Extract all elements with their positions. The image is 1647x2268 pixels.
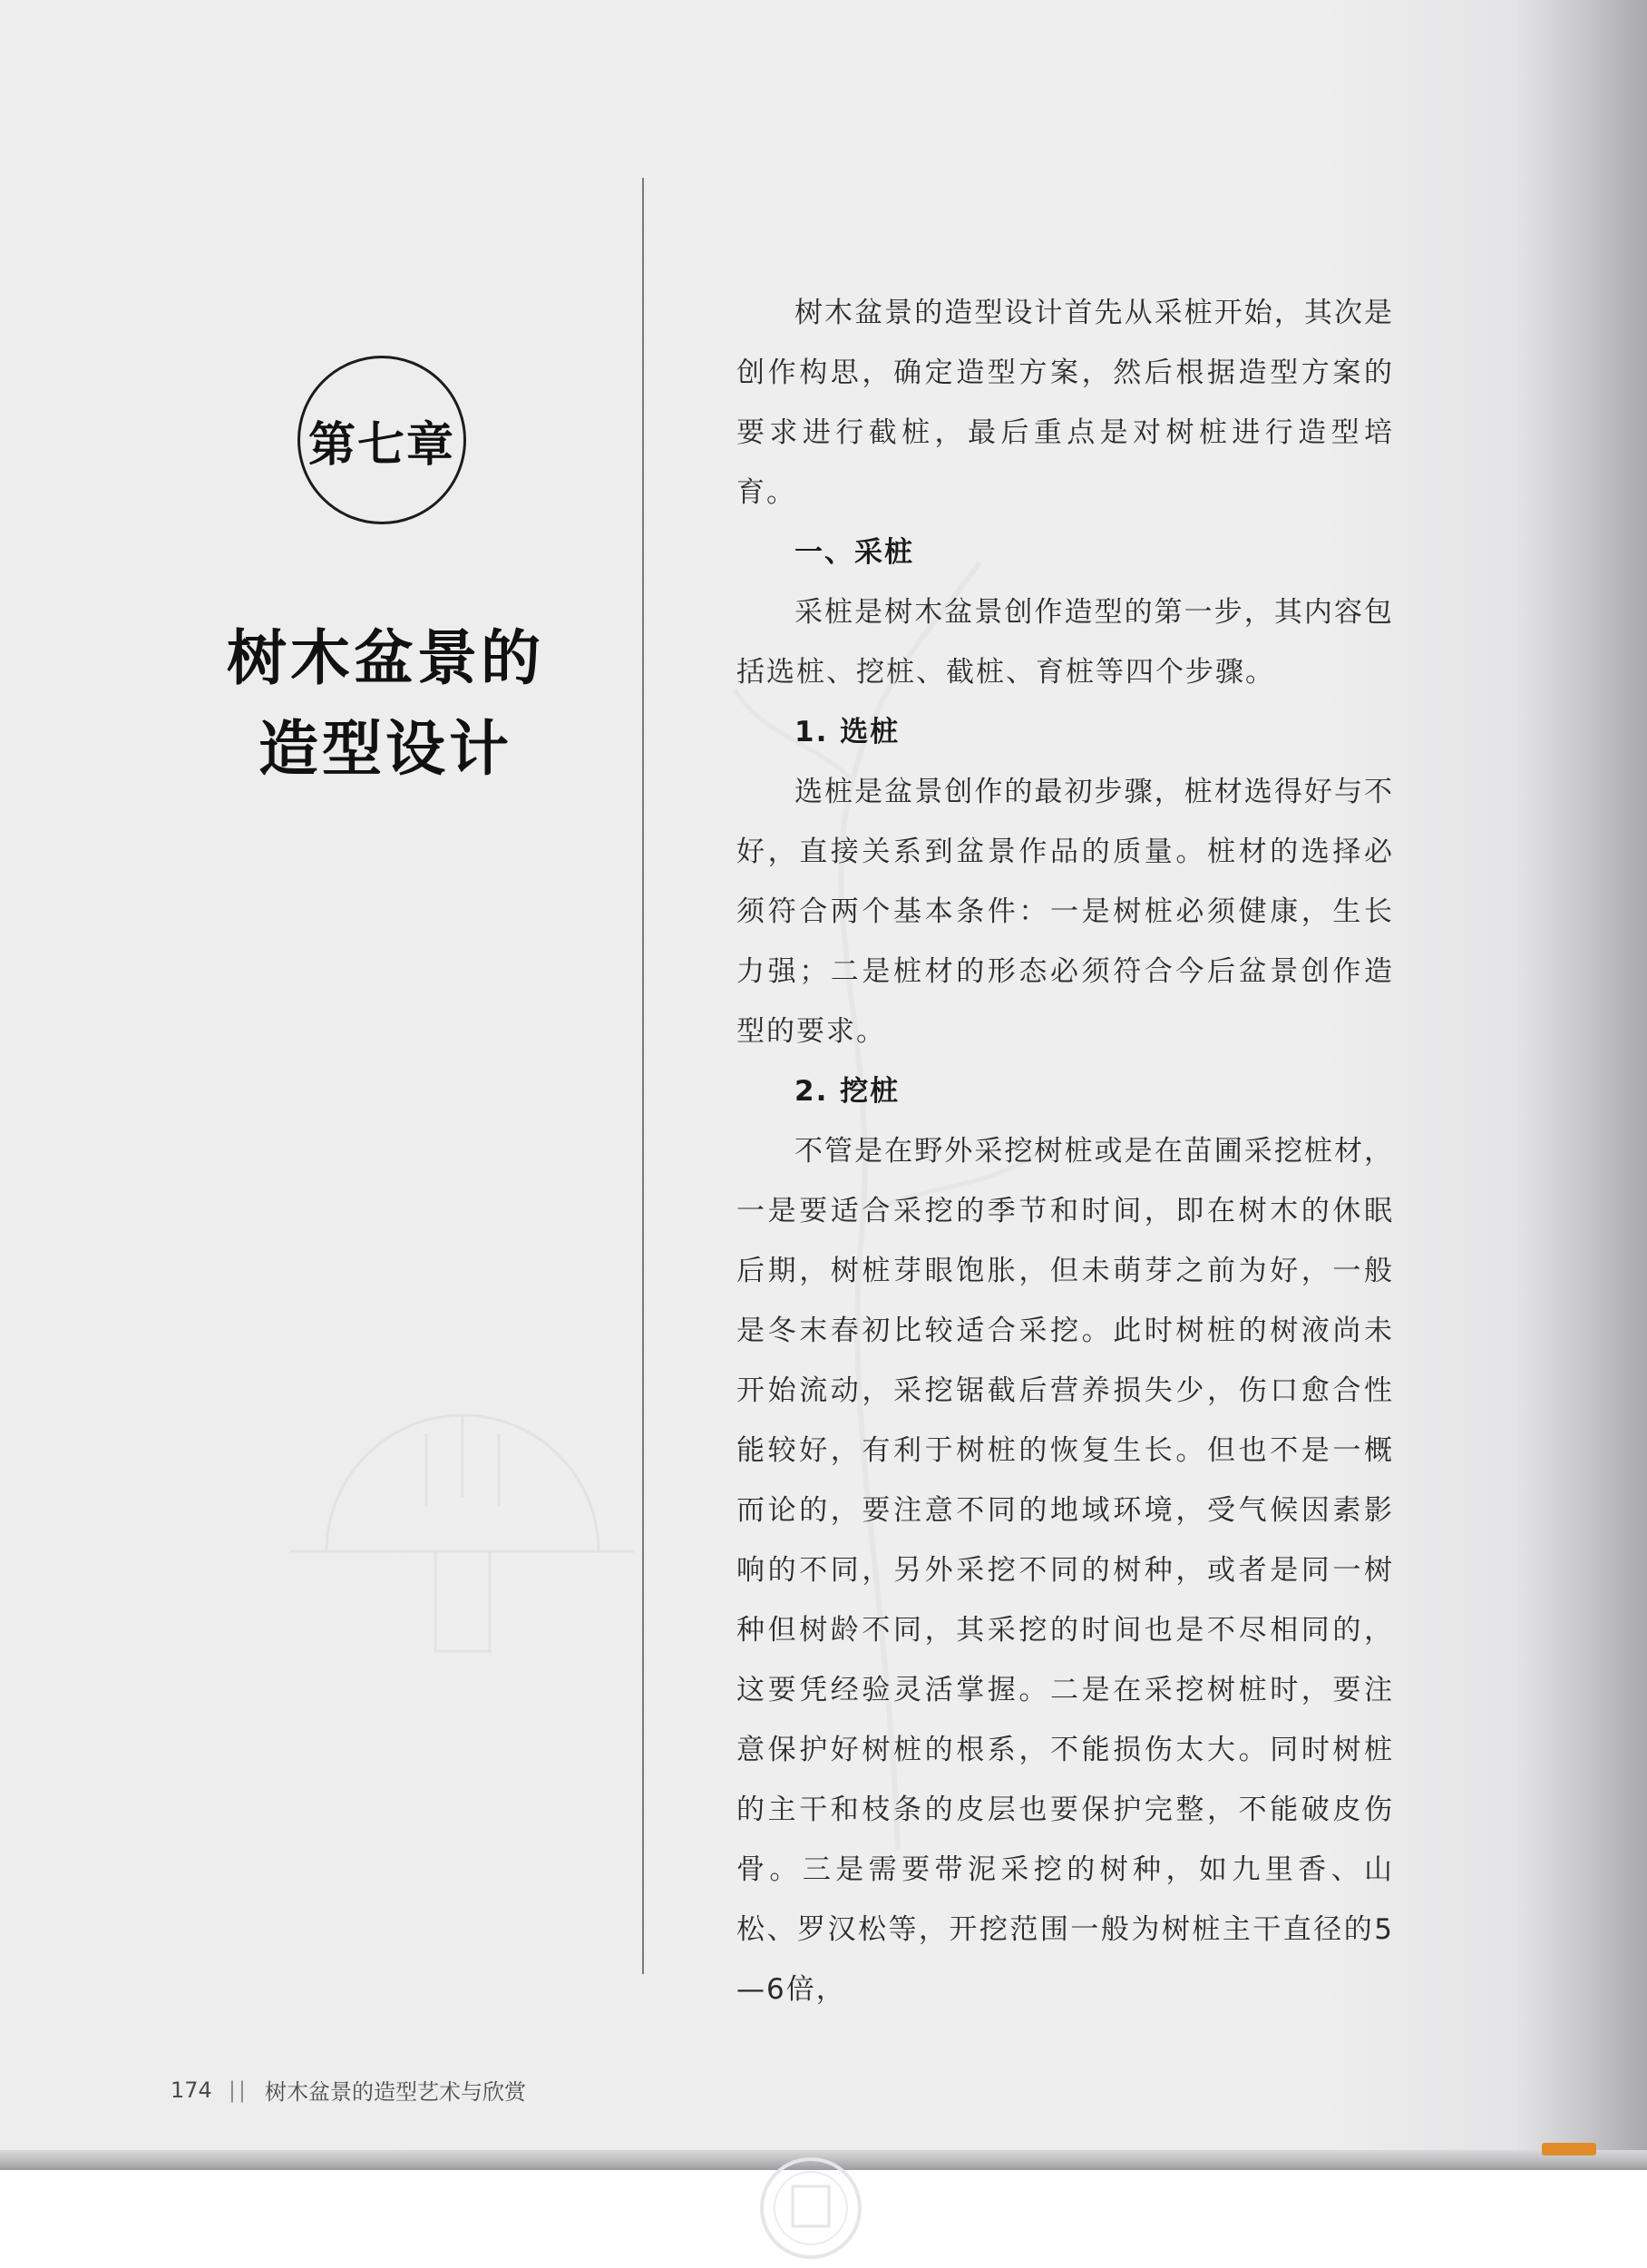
subsection-paragraph-wazhuang: 不管是在野外采挖树桩或是在苗圃采挖桩材，一是要适合采挖的季节和时间，即在树木的休眠后期，树桩芽眼饱胀，但未萌芽之前为好，一般是冬末春初比较适合采挖。此时树桩的树液尚未开始流动，采挖锯截后营养损失少，伤口愈合性能较好，有利于树桩的恢复生长。但也不是一概而论的，要注意不同的地域环境，受气候因素影响的不同，另外采挖不同的树种，或者是同一树种但树龄不同，其采挖的时间也是不尽相同的，这要凭经验灵活掌握。二是在采挖树桩时，要注意保护好树桩的根系，不能损伤太大。同时树桩的主干和枝条的皮层也要保护完整，不能破皮伤骨。三是需要带泥采挖的树种，如九里香、山松、罗汉松等，开挖范围一般为树桩主干直径的5—6倍， — [736, 1135, 1394, 2006]
chapter-title-line-2: 造型设计 — [258, 714, 512, 784]
section-heading-caizhuang: 一、采桩 — [794, 536, 914, 569]
subsection-heading-wazhuang: 2. 挖桩 — [794, 1075, 901, 1108]
orange-page-edge — [1542, 2143, 1596, 2156]
footer-separator: || — [228, 2077, 249, 2103]
column-divider — [642, 178, 644, 1974]
show-through-illustration — [272, 1406, 653, 1751]
subsection-heading-xuanzhuang: 1. 选桩 — [794, 716, 901, 748]
page-footer — [171, 2074, 526, 2106]
subsection-paragraph-xuanzhuang: 选桩是盆景创作的最初步骤，桩材选得好与不好，直接关系到盆景作品的质量。桩材的选择必须符合两个基本条件：一是树桩必须健康，生长力强；二是桩材的形态必须符合今后盆景创作造型的要求。 — [736, 776, 1394, 1048]
chapter-title-line-1: 树木盆景的 — [227, 623, 544, 693]
intro-paragraph: 树木盆景的造型设计首先从采桩开始，其次是创作构思，确定造型方案，然后根据造型方案的要求进行截桩，最后重点是对树桩进行造型培育。 — [736, 297, 1394, 509]
page-number: 174 — [171, 2077, 212, 2103]
site-watermark-icon — [756, 2154, 865, 2263]
chapter-label: 第七章 — [307, 417, 455, 473]
running-title: 树木盆景的造型艺术与欣赏 — [264, 2079, 526, 2105]
chapter-badge — [297, 356, 466, 524]
body-text — [736, 283, 1394, 2019]
section-paragraph-caizhuang: 采桩是树木盆景创作造型的第一步，其内容包括选桩、挖桩、截桩、育桩等四个步骤。 — [736, 596, 1394, 689]
